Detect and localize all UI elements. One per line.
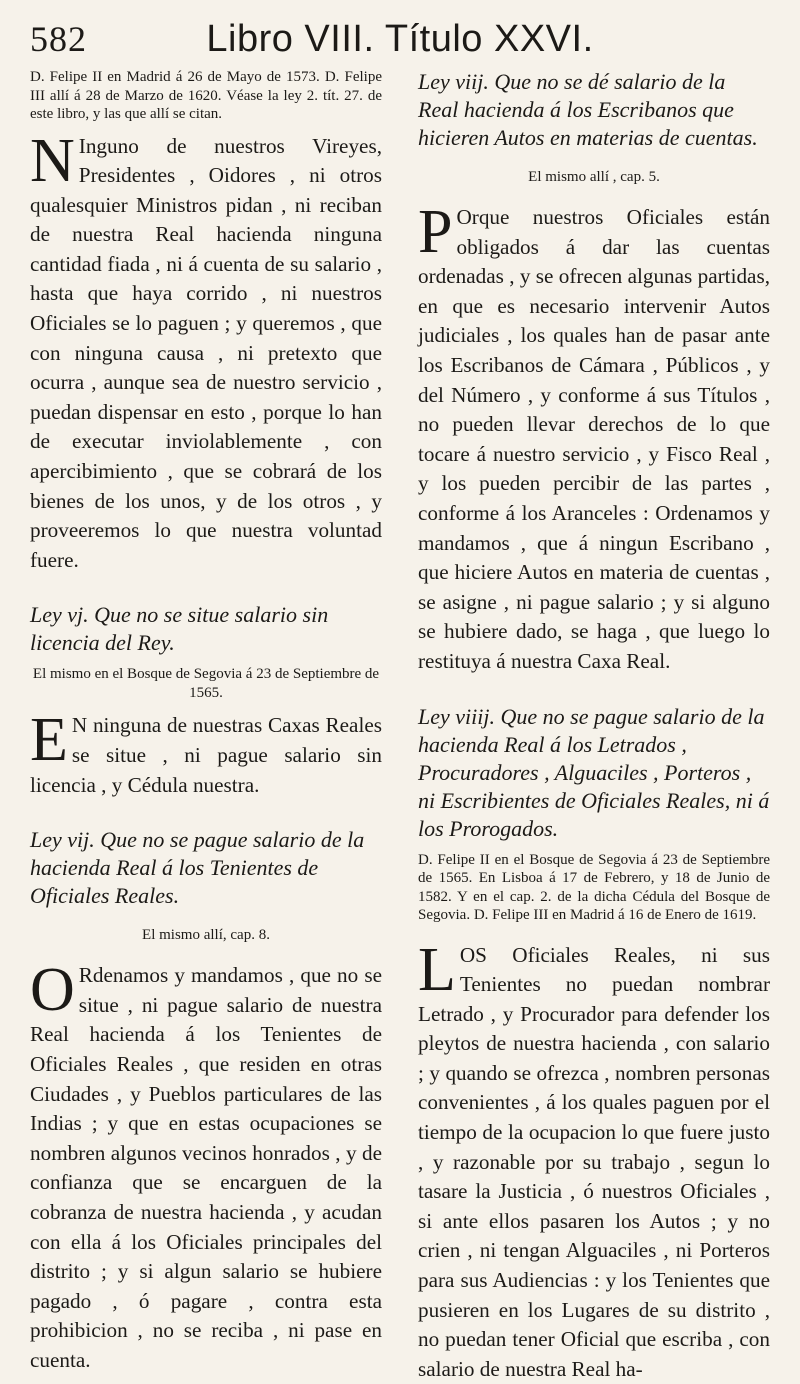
law-5-dropcap: N bbox=[30, 136, 75, 186]
law-5-text: Inguno de nuestros Vireyes, Presidentes , Oidores , ni otros qualesquier Ministros pidan , ni reciban de nuestra Real hacienda ninguna cantidad fiada , ni á cuenta de su salario , hasta que haya corrido , ni nuestros Oficiales se lo paguen ; y queremos , que con ninguna causa , ni pretexto que ocurra , aunque sea de nuestro servicio , puedan dispensar en esto , porque lo han de executar inviolablemente , con apercibimiento , que se cobrará de los bienes de los unos, y de los otros , y proveeremos lo que nuestra voluntad fuere. bbox=[30, 134, 382, 572]
law-7-dropcap: O bbox=[30, 965, 75, 1015]
law-9-text: OS Oficiales Reales, ni sus Tenientes no puedan nombrar Letrado , y Procurador para defender los pleytos de nuestra hacienda , con salario ; y quando se ofrezca , nombren personas convenientes , á los quales paguen por el tiempo de la ocupacion lo que fuere justo , y razonable por su trabajo , segun lo tasare la Justicia , ó nuestros Oficiales , si ante ellos pasaren los Autos ; y no crien , ni tengan Alguaciles , ni Porteros para sus Audiencias : y los Tenientes que pusieren en los Lugares de su distrito , no puedan tener Oficial que escriba , con salario de nuestra Real ha- bbox=[418, 943, 770, 1381]
law-9-dropcap: L bbox=[418, 945, 456, 995]
running-title: Libro VIII. Título XXVI. bbox=[30, 18, 770, 61]
law-7-source: El mismo allí, cap. 8. bbox=[30, 926, 382, 945]
law-7-text: Rdenamos y mandamos , que no se situe , ni pague salario de nuestra Real hacienda á los Tenientes de Oficiales Reales , que residen en otras Ciudades , y Pueblos particulares de las Indias ; y que en estas ocupaciones se nombren algunos vecinos honrados , y de confianza que se encarguen de la cobranza de nuestra hacienda , y acudan con ella á los Oficiales principales del distrito ; y si algun salario se hubiere pagado , ó pagare , contra esta prohibicion , no se reciba , ni pase en cuenta. bbox=[30, 963, 382, 1372]
law-8-dropcap: P bbox=[418, 207, 452, 257]
top-note: D. Felipe II en Madrid á 26 de Mayo de 1573. D. Felipe III allí á 28 de Marzo de 1620. Véase la ley 2. tít. 27. de este libro, y las que allí se citan. bbox=[30, 68, 382, 124]
law-6-body bbox=[30, 711, 382, 800]
law-5-body bbox=[30, 132, 382, 576]
law-6-source: El mismo en el Bosque de Segovia á 23 de Septiembre de 1565. bbox=[30, 665, 382, 703]
law-9-source: D. Felipe II en el Bosque de Segovia á 23 de Septiembre de 1565. En Lisboa á 17 de Febrero, y 18 de Junio de 1582. Y en el cap. 2. de la dicha Cédula del Bosque de Segovia. D. Felipe III en Madrid á 16 de Enero de 1619. bbox=[418, 851, 770, 925]
right-column bbox=[418, 68, 770, 1384]
law-8-source: El mismo allí , cap. 5. bbox=[418, 168, 770, 187]
law-7-title: Ley vij. Que no se pague salario de la hacienda Real á los Tenientes de Oficiales Reales. bbox=[30, 826, 382, 910]
law-9-title: Ley viiij. Que no se pague salario de la hacienda Real á los Letrados , Procuradores , Alguaciles , Porteros , ni Escribientes de Oficiales Reales, ni á los Prorogados. bbox=[418, 703, 770, 843]
law-9-body bbox=[418, 941, 770, 1384]
page-header bbox=[30, 18, 770, 62]
law-8-body bbox=[418, 203, 770, 677]
law-7-body bbox=[30, 961, 382, 1375]
law-6-text: N ninguna de nuestras Caxas Reales se situe , ni pague salario sin licencia , y Cédula nuestra. bbox=[30, 713, 382, 796]
law-6-dropcap: E bbox=[30, 715, 68, 765]
left-column bbox=[30, 68, 382, 1376]
page-number: 582 bbox=[30, 18, 87, 60]
law-6-title: Ley vj. Que no se situe salario sin licencia del Rey. bbox=[30, 601, 382, 657]
law-8-title: Ley viij. Que no se dé salario de la Real hacienda á los Escribanos que hicieren Autos en materias de cuentas. bbox=[418, 68, 770, 152]
law-8-text: Orque nuestros Oficiales están obligados á dar las cuentas ordenadas , y se ofrecen algunas partidas, en que es necesario intervenir Autos judiciales , los quales han de pasar ante los Escribanos de Cámara , Públicos , y del Número , y conforme á sus Títulos , no pueden llevar derechos de lo que tocare á nuestro servicio , y Fisco Real , y los pueden percibir de las partes , conforme á los Aranceles : Ordenamos y mandamos , que á ningun Escribano , que hiciere Autos en materia de cuentas , se asigne , ni pague salario ; y si alguno se hubiere dado, se haga , que luego lo restituya á nuestra Caxa Real. bbox=[418, 205, 770, 673]
